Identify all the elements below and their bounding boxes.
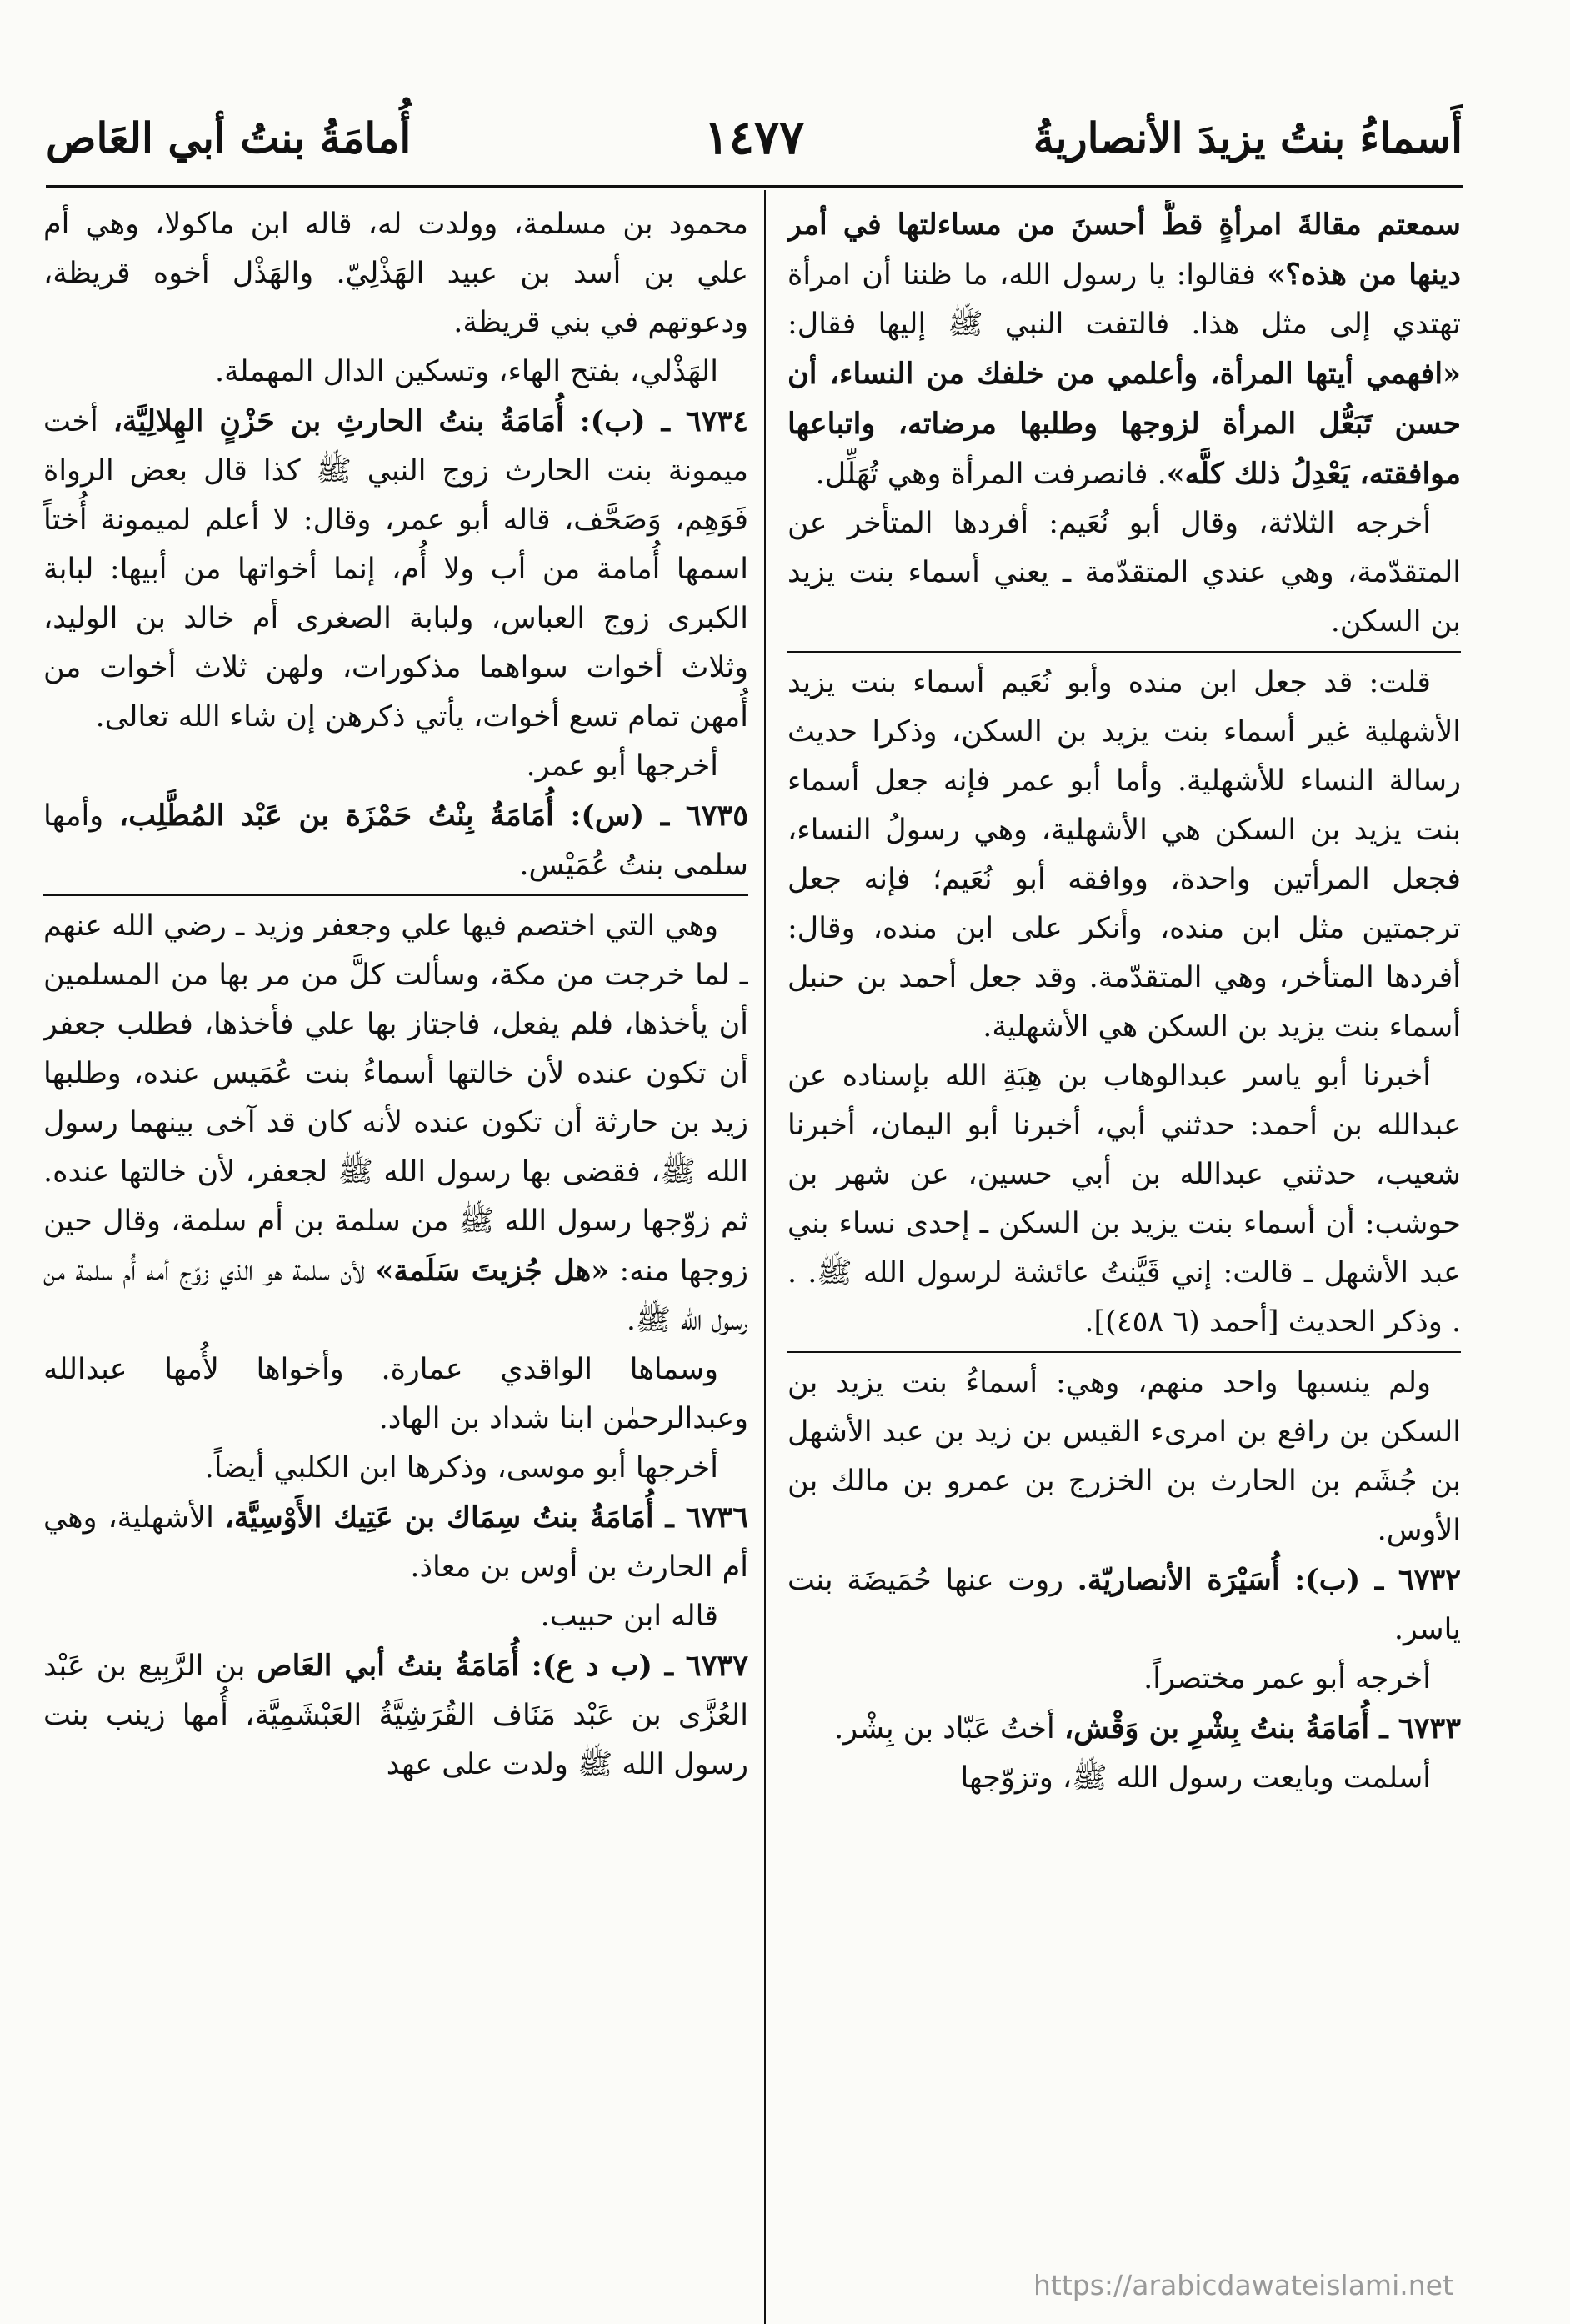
entry-6734 (43, 397, 748, 742)
entry-6732 (788, 1555, 1461, 1655)
paragraph: أخرجها أبو موسى، وذكرها ابن الكلبي أيضاً. (204, 1451, 718, 1485)
running-title-left: أُمامَةُ بنتُ أبي العَاص (46, 113, 412, 163)
entry-text: أخت ميمونة بنت الحارث زوج النبي ﷺ كذا قال بعض الرواة فَوَهِم، وَصَحَّف، قاله أبو عمر، وقال: لا أعلم لميمونة أُختاً اسمها أُمامة من أب ولا أُم، إنما أخواتها من أبيها: لبابة الكبرى زوج العباس، ولبابة الصغرى أم خالد بن الوليد، وثلاث أخوات سواهما مذكورات، ولهن ثلاث أخوات من أُمهن تمام تسع أخوات، يأتي ذكرهن إن شاء الله تعالى. (43, 405, 748, 734)
paragraph: قلت: قد جعل ابن منده وأبو نُعَيم أسماء بنت يزيد الأشهلية غير أسماء بنت يزيد بن السكن، وذكرا حديث رسالة النساء للأشهلية. وأما أبو عمر فإنه جعل أسماء بنت يزيد بن السكن هي الأشهلية، وهي رسولُ النساء، فجعل المرأتين واحدة، ووافقه أبو نُعَيم؛ فإنه جعل ترجمتين مثل ابن منده، وأنكر على ابن منده، وقال: أفردها المتأخر، وهي المتقدّمة. وقد جعل أحمد بن حنبل أسماء بنت يزيد بن السكن هي الأشهلية. (788, 666, 1461, 1044)
entry-text: الأشهلية، وهي أم الحارث بن أوس بن معاذ. (43, 1501, 748, 1584)
entry-heading: ٦٧٣٥ ـ (س): أُمَامَةُ بِنْتُ حَمْزَة بن عَبْد المُطَّلِب، (118, 799, 748, 833)
hadith-quote: «افهمي أيتها المرأة، وأعلمي من خلفك من النساء، أن حسن تَبَعُّل المرأة لزوجها وطلبها مرضاته، واتباعها موافقته، يَعْدِلُ ذلك كلَّه» (788, 357, 1461, 491)
page-number: ١٤٧٧ (703, 110, 805, 165)
paragraph: أخرجها أبو عمر. (526, 749, 718, 783)
paragraph: أسلمت وبايعت رسول الله ﷺ، وتزوّجها (960, 1761, 1431, 1795)
page-header (46, 92, 1462, 183)
paragraph: وسماها الواقدي عمارة. وأخواها لأُمها عبدالله وعبدالرحمٰن ابنا شداد بن الهاد. (43, 1353, 748, 1435)
column-divider (764, 190, 766, 2324)
entry-heading: ٦٧٣٣ ـ أُمَامَةُ بنتُ بِشْرِ بن وَقْش، (1063, 1711, 1461, 1746)
watermark-url: https://arabicdawateislami.net (1033, 2269, 1453, 2301)
section-separator (788, 651, 1461, 653)
entry-6737 (43, 1641, 748, 1790)
entry-6733 (788, 1704, 1461, 1754)
paragraph-text: لأن سلمة هو الذي زوّج أمه أُم سلمة من رسول الله ﷺ. (43, 1255, 748, 1337)
paragraph: أخرجه الثلاثة، وقال أبو نُعَيم: أفردها المتأخر عن المتقدّمة، وهي عندي المتقدّمة ـ يعني أسماء بنت يزيد بن السكن. (788, 507, 1461, 639)
entry-text: وأمها سلمى بنتُ عُمَيْس. (43, 799, 748, 882)
paragraph: أخرجه أبو عمر مختصراً. (1143, 1662, 1431, 1695)
header-rule (46, 185, 1462, 188)
entry-heading: ٦٧٣٦ ـ أُمَامَةُ بنتُ سِمَاك بن عَتِيك الأَوْسِيَّة، (224, 1500, 748, 1535)
paragraph: الهَذْلي، بفتح الهاء، وتسكين الدال المهملة. (215, 355, 718, 388)
hadith-quote: سمعتم مقالةَ امرأةٍ قطُّ أحسنَ من مساءلتها في أمر دينها من هذه؟» (788, 208, 1461, 292)
paragraph: ولم ينسبها واحد منهم، وهي: أسماءُ بنت يزيد بن السكن بن رافع بن امرىء القيس بن زيد بن عبد الأشهل بن جُشَم بن الحارث بن الخزرج بن عمرو بن مالك بن الأوس. (788, 1366, 1461, 1547)
paragraph: محمود بن مسلمة، وولدت له، قاله ابن ماكولا، وهي أم علي بن أسد بن عبيد الهَذْلِيّ. والهَذْل أخوه قريظة، ودعوتهم في بني قريظة. (43, 208, 748, 339)
section-separator (788, 1351, 1461, 1353)
paragraph: قاله ابن حبيب. (540, 1600, 718, 1633)
entry-heading: ٦٧٣٧ ـ (ب د ع): أُمَامَةُ بنتُ أبي العَاص (257, 1649, 748, 1683)
paragraph-text: وهي التي اختصم فيها علي وجعفر وزيد ـ رضي الله عنهم ـ لما خرجت من مكة، وسألت كلَّ من مر بها من المسلمين أن يأخذها، فلم يفعل، فاجتاز بها علي فأخذها، فطلب جعفر أن تكون عنده لأن خالتها أسماءُ بنت عُمَيس عنده، وطلبها زيد بن حارثة أن تكون عنده لأنه كان قد آخى بينهما رسول الله ﷺ، فقضى بها رسول الله ﷺ لجعفر، لأن خالتها عنده. ثم زوّجها رسول الله ﷺ من سلمة بن أم سلمة، وقال حين زوجها منه: (43, 909, 748, 1288)
entry-6735 (43, 791, 748, 890)
left-column (43, 200, 748, 2309)
paragraph (43, 902, 748, 1345)
section-separator (43, 894, 748, 896)
paragraph (788, 200, 1461, 499)
entry-6736 (43, 1493, 748, 1592)
entry-text: أختُ عَبّاد بن بِشْر. (834, 1712, 1064, 1746)
entry-text: بن الرَّبِيع بن عَبْد العُزَّى بن عَبْد مَنَاف القُرَشِيَّةُ العَبْشَمِيَّة، أُمها زينب بنت رسول الله ﷺ ولدت على عهد (43, 1650, 748, 1781)
paragraph: أخبرنا أبو ياسر عبدالوهاب بن هِبَةِ الله بإسناده عن عبدالله بن أحمد: حدثني أبي، أخبرنا أبو اليمان، أخبرنا شعيب، حدثني عبدالله بن أبي حسين، عن شهر بن حوشب: أن أسماء بنت يزيد بن السكن ـ إحدى نساء بني عبد الأشهل ـ قالت: إني قَيَّنتُ عائشة لرسول الله ﷺ. . . وذكر الحديث [أحمد (٦ ٤٥٨)]. (788, 1059, 1461, 1339)
entry-heading: ٦٧٣٤ ـ (ب): أُمَامَةُ بنتُ الحارثِ بن حَزْنٍ الهِلالِيَّة، (112, 404, 748, 438)
hadith-quote: «هل جُزيتَ سَلَمة» (375, 1254, 610, 1288)
entry-text: روت عنها حُمَيضَة بنت ياسر. (788, 1564, 1461, 1646)
running-title-right: أَسماءُ بنتُ يزيدَ الأنصاريةُ (1032, 113, 1462, 163)
paragraph-text: فقالوا: يا رسول الله، ما ظننا أن امرأة تهتدي إلى مثل هذا. فالتفت النبي ﷺ إليها فقال: (788, 258, 1461, 341)
entry-heading: ٦٧٣٢ ـ (ب): أُسَيْرَة الأنصاريّة. (1077, 1563, 1461, 1597)
paragraph-text: . فانصرفت المرأة وهي تُهَلِّل. (815, 458, 1167, 491)
right-column (788, 200, 1461, 2309)
